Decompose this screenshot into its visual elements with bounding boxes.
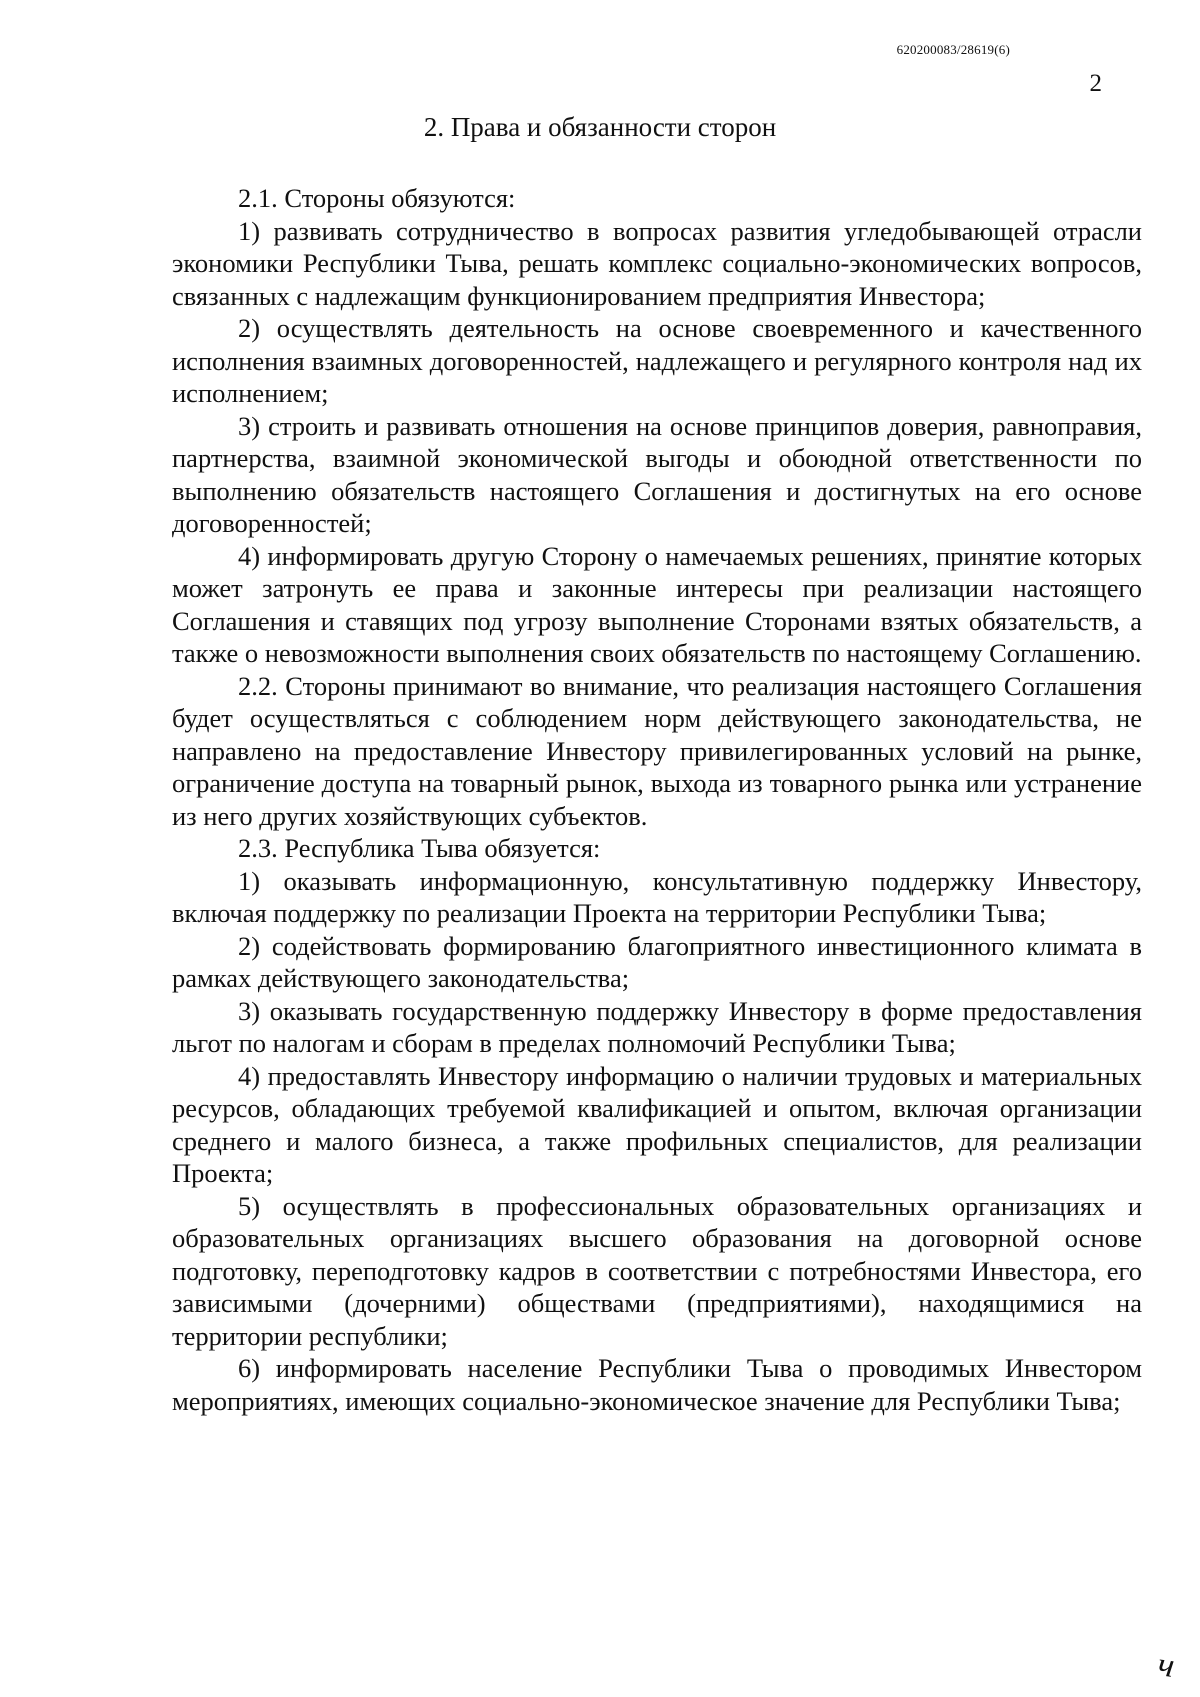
paragraph-2-1-item-4: 4) информировать другую Сторону о намечаемых решениях, принятие которых может затронуть ее права и законные интересы при реализации настоящего Соглашения и ставящих под угрозу выполнение Сторонами взятых обязательств, а также о невозможности выполнения своих обязательств по настоящему Соглашению. bbox=[172, 540, 1142, 668]
document-id: 620200083/28619(6) bbox=[896, 42, 1010, 57]
paragraph-2-3-item-5: 5) осуществлять в профессиональных образовательных организациях и образовательных организациях высшего образования на договорной основе подготовку, переподготовку кадров в соответствии с потребностями Инвестора, его зависимыми (дочерними) обществами (предприятиями), находящимися на территории республики; bbox=[172, 1190, 1142, 1351]
paragraph-2-1-item-2: 2) осуществлять деятельность на основе своевременного и качественного исполнения взаимных договоренностей, надлежащего и регулярного контроля над их исполнением; bbox=[172, 313, 1142, 408]
page-number: 2 bbox=[1089, 70, 1102, 97]
paragraph-2-1: 2.1. Стороны обязуются: bbox=[238, 183, 516, 213]
paragraph-2-3-item-4: 4) предоставлять Инвестору информацию о наличии трудовых и материальных ресурсов, обладающих требуемой квалификацией и опытом, включая организации среднего и малого бизнеса, а также профильных специалистов, для реализации Проекта; bbox=[172, 1060, 1142, 1188]
paragraph-2-3-item-6: 6) информировать население Республики Тыва о проводимых Инвестором мероприятиях, имеющих социально-экономическое значение для Республики Тыва; bbox=[172, 1353, 1142, 1416]
paragraph-2-3: 2.3. Республика Тыва обязуется: bbox=[238, 833, 601, 863]
handwritten-initial: ч bbox=[1155, 1646, 1177, 1685]
document-body bbox=[172, 182, 1142, 1417]
paragraph-2-3-item-1: 1) оказывать информационную, консультативную поддержку Инвестору, включая поддержку по реализации Проекта на территории Республики Тыва; bbox=[172, 865, 1142, 928]
paragraph-2-3-item-2: 2) содействовать формированию благоприятного инвестиционного климата в рамках действующего законодательства; bbox=[172, 930, 1142, 993]
paragraph-2-1-item-1: 1) развивать сотрудничество в вопросах развития угледобывающей отрасли экономики Республики Тыва, решать комплекс социально-экономических вопросов, связанных с надлежащим функционированием предприятия Инвестора; bbox=[172, 215, 1142, 311]
section-title: 2. Права и обязанности сторон bbox=[423, 112, 777, 142]
paragraph-2-1-item-3: 3) строить и развивать отношения на основе принципов доверия, равноправия, партнерства, взаимной экономической выгоды и обоюдной ответственности по выполнению обязательств настоящего Соглашения и достигнутых на его основе договоренностей; bbox=[172, 410, 1142, 538]
paragraph-2-3-item-3: 3) оказывать государственную поддержку Инвестору в форме предоставления льгот по налогам и сборам в пределах полномочий Республики Тыва; bbox=[172, 995, 1142, 1058]
paragraph-2-2: 2.2. Стороны принимают во внимание, что реализация настоящего Соглашения будет осуществляться с соблюдением норм действующего законодательства, не направлено на предоставление Инвестору привилегированных условий на рынке, ограничение доступа на товарный рынок, выхода из товарного рынка или устранение из него других хозяйствующих субъектов. bbox=[172, 670, 1142, 831]
